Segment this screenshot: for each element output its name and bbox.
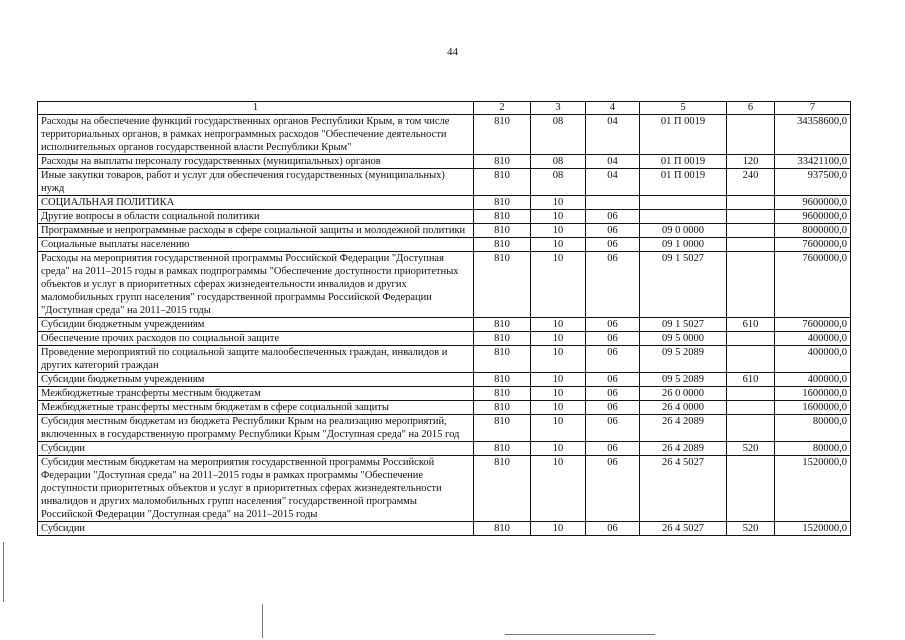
column-header: 3 (531, 102, 586, 115)
expense-type-cell (727, 238, 775, 252)
code-cell: 810 (474, 415, 531, 442)
expense-type-cell (727, 210, 775, 224)
item-name-cell: Субсидии (38, 522, 474, 536)
section-cell: 10 (531, 196, 586, 210)
item-name-cell: Социальные выплаты населению (38, 238, 474, 252)
subsection-cell: 06 (586, 224, 640, 238)
table-row (38, 442, 851, 456)
target-article-cell (640, 196, 727, 210)
code-cell: 810 (474, 155, 531, 169)
target-article-cell: 01 П 0019 (640, 115, 727, 155)
subsection-cell: 04 (586, 169, 640, 196)
subsection-cell: 06 (586, 522, 640, 536)
amount-cell: 34358600,0 (775, 115, 851, 155)
code-cell: 810 (474, 318, 531, 332)
section-cell: 10 (531, 332, 586, 346)
amount-cell: 8000000,0 (775, 224, 851, 238)
section-cell: 10 (531, 318, 586, 332)
item-name-cell: Субсидии бюджетным учреждениям (38, 373, 474, 387)
section-cell: 10 (531, 252, 586, 318)
column-header: 6 (727, 102, 775, 115)
target-article-cell: 26 0 0000 (640, 387, 727, 401)
item-name-cell: Субсидии бюджетным учреждениям (38, 318, 474, 332)
section-cell: 10 (531, 522, 586, 536)
expense-type-cell (727, 252, 775, 318)
subsection-cell: 06 (586, 415, 640, 442)
target-article-cell: 01 П 0019 (640, 169, 727, 196)
expense-type-cell (727, 224, 775, 238)
expense-type-cell (727, 346, 775, 373)
code-cell: 810 (474, 210, 531, 224)
expense-type-cell (727, 115, 775, 155)
section-cell: 08 (531, 169, 586, 196)
scan-mark (505, 634, 655, 635)
section-cell: 08 (531, 115, 586, 155)
item-name-cell: Обеспечение прочих расходов по социальной защите (38, 332, 474, 346)
amount-cell: 9600000,0 (775, 196, 851, 210)
expense-type-cell: 240 (727, 169, 775, 196)
section-cell: 10 (531, 442, 586, 456)
expense-type-cell: 120 (727, 155, 775, 169)
table-row (38, 238, 851, 252)
subsection-cell: 06 (586, 332, 640, 346)
target-article-cell: 26 4 0000 (640, 401, 727, 415)
item-name-cell: Расходы на выплаты персоналу государственных (муниципальных) органов (38, 155, 474, 169)
section-cell: 10 (531, 456, 586, 522)
item-name-cell: СОЦИАЛЬНАЯ ПОЛИТИКА (38, 196, 474, 210)
item-name-cell: Иные закупки товаров, работ и услуг для обеспечения государственных (муниципальных) нужд (38, 169, 474, 196)
table-row (38, 346, 851, 373)
table-row (38, 224, 851, 238)
code-cell: 810 (474, 238, 531, 252)
code-cell: 810 (474, 196, 531, 210)
section-cell: 08 (531, 155, 586, 169)
item-name-cell: Программные и непрограммные расходы в сфере социальной защиты и молодежной политики (38, 224, 474, 238)
code-cell: 810 (474, 373, 531, 387)
item-name-cell: Межбюджетные трансферты местным бюджетам (38, 387, 474, 401)
budget-table (37, 101, 851, 536)
item-name-cell: Субсидия местным бюджетам на мероприятия государственной программы Российской Федерации "Доступная среда" на 2011–2015 годы в рамках программы "Обеспечение доступности приоритетных объектов и услуг в приоритетных сферах жизнедеятельности инвалидов и других маломобильных групп населения" государственной программы Российской Федерации "Доступная среда" на 2011–2015 годы (38, 456, 474, 522)
amount-cell: 33421100,0 (775, 155, 851, 169)
target-article-cell: 09 1 5027 (640, 318, 727, 332)
subsection-cell: 06 (586, 442, 640, 456)
amount-cell: 7600000,0 (775, 318, 851, 332)
amount-cell: 400000,0 (775, 373, 851, 387)
subsection-cell (586, 196, 640, 210)
target-article-cell: 26 4 5027 (640, 522, 727, 536)
table-row (38, 387, 851, 401)
expense-type-cell: 610 (727, 318, 775, 332)
code-cell: 810 (474, 115, 531, 155)
subsection-cell: 04 (586, 115, 640, 155)
column-header: 2 (474, 102, 531, 115)
section-cell: 10 (531, 387, 586, 401)
table-row (38, 155, 851, 169)
amount-cell: 7600000,0 (775, 238, 851, 252)
code-cell: 810 (474, 387, 531, 401)
item-name-cell: Межбюджетные трансферты местным бюджетам в сфере социальной защиты (38, 401, 474, 415)
item-name-cell: Расходы на обеспечение функций государственных органов Республики Крым, в том числе территориальных органов, в рамках непрограммных расходов "Обеспечение деятельности исполнительных органов государственной власти Республики Крым" (38, 115, 474, 155)
target-article-cell: 26 4 2089 (640, 415, 727, 442)
section-cell: 10 (531, 224, 586, 238)
amount-cell: 400000,0 (775, 346, 851, 373)
scan-mark (262, 604, 263, 638)
item-name-cell: Проведение мероприятий по социальной защите малообеспеченных граждан, инвалидов и других категорий граждан (38, 346, 474, 373)
subsection-cell: 06 (586, 346, 640, 373)
header-row (38, 102, 851, 115)
amount-cell: 1520000,0 (775, 522, 851, 536)
target-article-cell: 09 5 2089 (640, 373, 727, 387)
expense-type-cell (727, 401, 775, 415)
subsection-cell: 06 (586, 318, 640, 332)
item-name-cell: Другие вопросы в области социальной политики (38, 210, 474, 224)
amount-cell: 80000,0 (775, 442, 851, 456)
item-name-cell: Расходы на мероприятия государственной программы Российской Федерации "Доступная среда" на 2011–2015 годы в рамках подпрограммы "Обеспечение доступности приоритетных объектов и услуг в приоритетных сферах жизнедеятельности инвалидов и других маломобильных групп населения" государственной программы Российской Федерации "Доступная среда" на 2011–2015 годы (38, 252, 474, 318)
target-article-cell: 26 4 2089 (640, 442, 727, 456)
subsection-cell: 06 (586, 373, 640, 387)
subsection-cell: 06 (586, 238, 640, 252)
column-header: 1 (38, 102, 474, 115)
table-row (38, 522, 851, 536)
subsection-cell: 04 (586, 155, 640, 169)
table-body (38, 115, 851, 536)
code-cell: 810 (474, 332, 531, 346)
table-row (38, 196, 851, 210)
table-row (38, 169, 851, 196)
target-article-cell: 09 0 0000 (640, 224, 727, 238)
code-cell: 810 (474, 252, 531, 318)
column-header: 5 (640, 102, 727, 115)
amount-cell: 9600000,0 (775, 210, 851, 224)
expense-type-cell (727, 332, 775, 346)
target-article-cell: 09 5 2089 (640, 346, 727, 373)
target-article-cell: 09 1 0000 (640, 238, 727, 252)
expense-type-cell (727, 196, 775, 210)
amount-cell: 80000,0 (775, 415, 851, 442)
section-cell: 10 (531, 373, 586, 387)
amount-cell: 1600000,0 (775, 387, 851, 401)
subsection-cell: 06 (586, 252, 640, 318)
table-row (38, 318, 851, 332)
subsection-cell: 06 (586, 210, 640, 224)
column-header: 7 (775, 102, 851, 115)
section-cell: 10 (531, 238, 586, 252)
target-article-cell: 26 4 5027 (640, 456, 727, 522)
code-cell: 810 (474, 346, 531, 373)
amount-cell: 937500,0 (775, 169, 851, 196)
subsection-cell: 06 (586, 387, 640, 401)
table-row (38, 373, 851, 387)
expense-type-cell (727, 387, 775, 401)
table-row (38, 401, 851, 415)
code-cell: 810 (474, 522, 531, 536)
code-cell: 810 (474, 224, 531, 238)
page-number: 44 (447, 46, 458, 58)
code-cell: 810 (474, 169, 531, 196)
code-cell: 810 (474, 442, 531, 456)
target-article-cell: 01 П 0019 (640, 155, 727, 169)
target-article-cell: 09 1 5027 (640, 252, 727, 318)
table-row (38, 252, 851, 318)
section-cell: 10 (531, 346, 586, 373)
section-cell: 10 (531, 210, 586, 224)
table-row (38, 210, 851, 224)
amount-cell: 1600000,0 (775, 401, 851, 415)
expense-type-cell (727, 415, 775, 442)
amount-cell: 7600000,0 (775, 252, 851, 318)
table-row (38, 115, 851, 155)
section-cell: 10 (531, 401, 586, 415)
table-row (38, 415, 851, 442)
expense-type-cell: 520 (727, 442, 775, 456)
section-cell: 10 (531, 415, 586, 442)
subsection-cell: 06 (586, 401, 640, 415)
amount-cell: 400000,0 (775, 332, 851, 346)
target-article-cell: 09 5 0000 (640, 332, 727, 346)
item-name-cell: Субсидии (38, 442, 474, 456)
table-row (38, 456, 851, 522)
subsection-cell: 06 (586, 456, 640, 522)
item-name-cell: Субсидия местным бюджетам из бюджета Республики Крым на реализацию мероприятий, включенных в государственную программу Республики Крым "Доступная среда" на 2015 год (38, 415, 474, 442)
expense-type-cell: 610 (727, 373, 775, 387)
code-cell: 810 (474, 401, 531, 415)
table-row (38, 332, 851, 346)
target-article-cell (640, 210, 727, 224)
scan-mark (3, 542, 4, 602)
amount-cell: 1520000,0 (775, 456, 851, 522)
code-cell: 810 (474, 456, 531, 522)
column-header: 4 (586, 102, 640, 115)
expense-type-cell (727, 456, 775, 522)
expense-type-cell: 520 (727, 522, 775, 536)
